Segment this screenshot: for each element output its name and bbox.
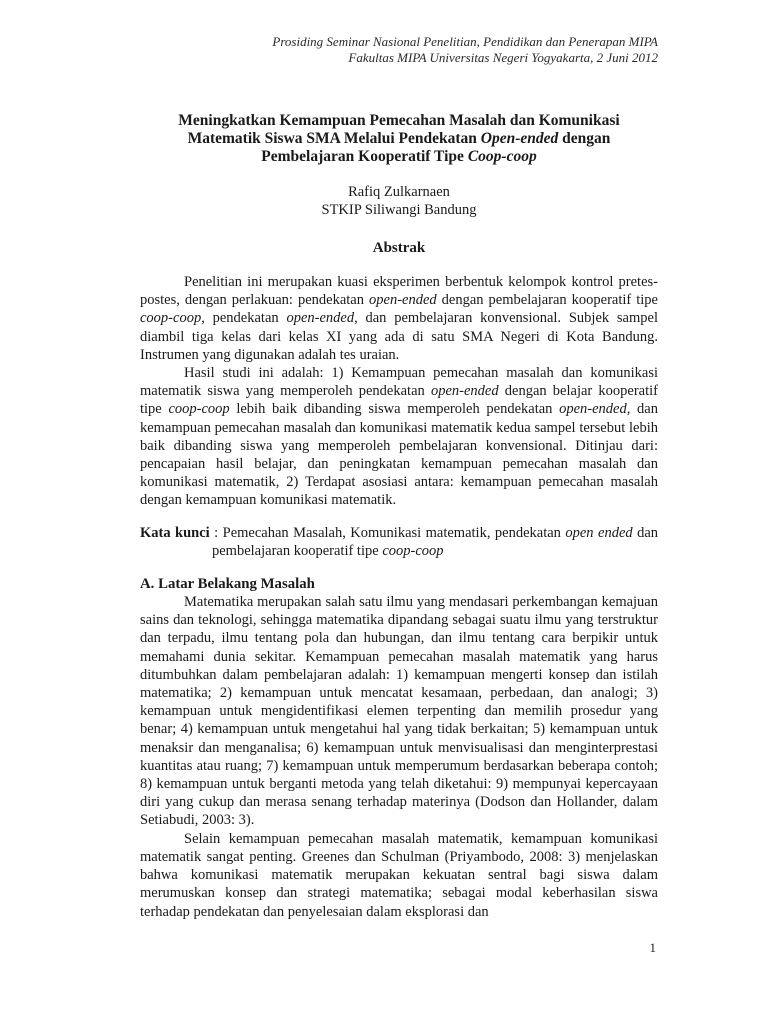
keywords-line: Kata kunci : Pemecahan Masalah, Komunikasi matematik, pendekatan open ended dan pembelajaran kooperatif tipe coop-coop [140,524,659,559]
abstract-heading: Abstrak [372,240,426,256]
section-heading: A. Latar Belakang Masalah [140,576,315,593]
paper-title-line-3: Pembelajaran Kooperatif Tipe Coop-coop [261,148,537,165]
paper-title-line-1: Meningkatkan Kemampuan Pemecahan Masalah dan Komunikasi [178,112,620,129]
journal-header-line-2: Fakultas MIPA Universitas Negeri Yogyakarta, 2 Juni 2012 [348,50,658,65]
page-content [140,0,658,921]
journal-header-line-1: Prosiding Seminar Nasional Penelitian, Pendidikan dan Penerapan MIPA [272,34,658,49]
abstract-paragraph-1: Penelitian ini merupakan kuasi eksperimen berbentuk kelompok kontrol pretes-postes, dengan perlakuan: pendekatan open-ended dengan pembelajaran kooperatif tipe coop-coop, pendekatan open-ended, dan pembelajaran konvensional. Subjek sampel diambil tiga kelas dari kelas XI yang ada di satu SMA Negeri di Kota Bandung. Instrumen yang digunakan adalah tes uraian. [140,274,658,363]
page-number: 1 [649,940,656,955]
paper-title-line-2: Matematik Siswa SMA Melalui Pendekatan Open-ended dengan [187,130,611,147]
author-name: Rafiq Zulkarnaen [348,184,450,200]
byline [140,184,658,219]
paper-title [140,112,658,166]
journal-header [140,34,658,66]
body-paragraph-1: Matematika merupakan salah satu ilmu yang mendasari perkembangan kemajuan sains dan teknologi, sehingga matematika dipandang sebagai suatu ilmu yang terstruktur dan terpadu, ilmu tentang pola dan hubungan, dan ilmu tentang cara berpikir untuk memahami dunia sekitar. Kemampuan pemecahan masalah matematik yang harus ditumbuhkan dalam pembelajaran adalah: 1) kemampuan mengerti konsep dan istilah matematika; 2) kemampuan untuk mencatat kesamaan, perbedaan, dan analogi; 3) kemampuan untuk mengidentifikasi elemen terpenting dan memilih prosedur yang benar; 4) kemampuan untuk mengetahui hal yang tidak berkaitan; 5) kemampuan untuk menaksir dan menganalisa; 6) kemampuan untuk menvisualisasi dan menginterprestasi kuantitas atau ruang; 7) kemampuan untuk memperumum berdasarkan beberapa contoh; 8) kemampuan untuk berganti metoda yang telah diketahui: 9) mempunyai kepercayaan diri yang cukup dan merasa senang terhadap materinya (Dodson dan Hollander, dalam Setiabudi, 2003: 3). [140,594,658,829]
author-affiliation: STKIP Siliwangi Bandung [321,201,477,218]
body-paragraph-2: Selain kemampuan pemecahan masalah matematik, kemampuan komunikasi matematik sangat penting. Greenes dan Schulman (Priyambodo, 2008: 3) menjelaskan bahwa komunikasi matematik merupakan kekuatan sentral bagi siswa dalam merumuskan konsep dan strategi matematika; sebagai modal keberhasilan siswa terhadap pendekatan dan penyelesaian dalam eksplorasi dan [140,830,658,920]
abstract-paragraph-2: Hasil studi ini adalah: 1) Kemampuan pemecahan masalah dan komunikasi matematik siswa yang memperoleh pendekatan open-ended dengan belajar kooperatif tipe coop-coop lebih baik dibanding siswa memperoleh pendekatan open-ended, dan kemampuan pemecahan masalah dan komunikasi matematik kedua sampel tersebut lebih baik dibanding siswa yang memperoleh pembelajaran konvensional. Ditinjau dari: pencapaian hasil belajar, dan peningkatan kemampuan pemecahan masalah dan komunikasi matematik, 2) Terdapat asosiasi antara: kemampuan pemecahan masalah dengan kemampuan komunikasi matematik. [140,365,658,509]
